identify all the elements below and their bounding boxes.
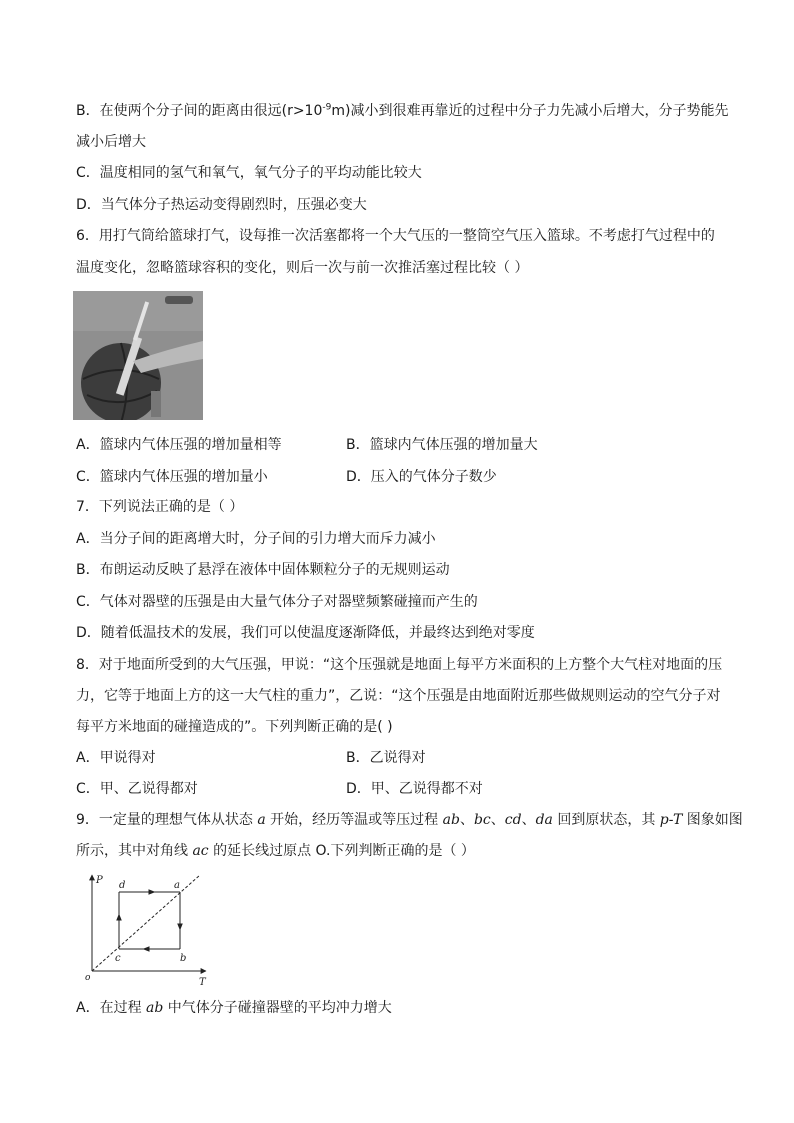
basketball-pump-photo (73, 291, 203, 420)
point-label-d: d (119, 880, 126, 891)
q7-option-d: D．随着低温技术的发展，我们可以使温度逐渐降低，并最终达到绝对零度 (76, 625, 535, 641)
pt-diagram (82, 871, 212, 989)
q9-option-a: A．在过程 ab 中气体分子碰撞器壁的平均冲力增大 (76, 1000, 392, 1016)
q8-option-c: C．甲、乙说得都对 (76, 781, 198, 797)
q8-stem-line2: 力，它等于地面上方的这一大气柱的重力”，乙说：“这个压强是由地面附近那些做规则运动的空气分子对 (76, 688, 721, 704)
q6-option-c: C．篮球内气体压强的增加量小 (76, 469, 268, 485)
q9-stem-line2: 所示，其中对角线 ac 的延长线过原点 O.下列判断正确的是（ ） (76, 843, 475, 859)
q5-option-b-line2: 减小后增大 (76, 134, 146, 150)
q5-option-c: C．温度相同的氢气和氧气，氧气分子的平均动能比较大 (76, 165, 422, 181)
q8-option-a: A．甲说得对 (76, 750, 156, 766)
q6-stem-line2: 温度变化，忽略篮球容积的变化，则后一次与前一次推活塞过程比较（ ） (76, 260, 529, 276)
q8-stem-line1: 8．对于地面所受到的大气压强，甲说：“这个压强就是地面上每平方米面积的上方整个大气柱对地面的压 (76, 657, 723, 673)
q6-option-a: A．篮球内气体压强的增加量相等 (76, 437, 282, 453)
point-label-c: c (115, 953, 121, 964)
point-label-b: b (180, 953, 187, 964)
q8-option-b: B．乙说得对 (346, 750, 426, 766)
q7-option-a: A．当分子间的距离增大时，分子间的引力增大而斥力减小 (76, 531, 436, 547)
q9-stem-line1: 9．一定量的理想气体从状态 a 开始，经历等温或等压过程 ab、bc、cd、da 回到原状态，其 p-T 图象如图 (76, 812, 743, 828)
point-label-a: a (174, 880, 180, 891)
q7-stem: 7．下列说法正确的是（ ） (76, 499, 244, 515)
axis-label-p: P (96, 875, 103, 886)
q5-option-b-line1: B．在使两个分子间的距离由很远$(r>10^{-9}m)$减小到很难再靠近的过程中分子力先减小后增大，分子势能先 (76, 102, 729, 119)
q8-option-d: D．甲、乙说得都不对 (346, 781, 483, 797)
q6-option-b: B．篮球内气体压强的增加量大 (346, 437, 538, 453)
q7-option-c: C．气体对器壁的压强是由大量气体分子对器壁频繁碰撞而产生的 (76, 594, 478, 610)
q7-option-b: B．布朗运动反映了悬浮在液体中固体颗粒分子的无规则运动 (76, 562, 450, 578)
q8-stem-line3: 每平方米地面的碰撞造成的”。下列判断正确的是( ) (76, 719, 393, 735)
axis-label-t: T (199, 977, 206, 988)
origin-label: o (85, 973, 91, 983)
q6-option-d: D．压入的气体分子数少 (346, 469, 497, 485)
q6-stem-line1: 6．用打气筒给篮球打气，设每推一次活塞都将一个大气压的一整筒空气压入篮球。不考虑打气过程中的 (76, 228, 715, 244)
q5-option-d: D．当气体分子热运动变得剧烈时，压强必变大 (76, 197, 367, 213)
